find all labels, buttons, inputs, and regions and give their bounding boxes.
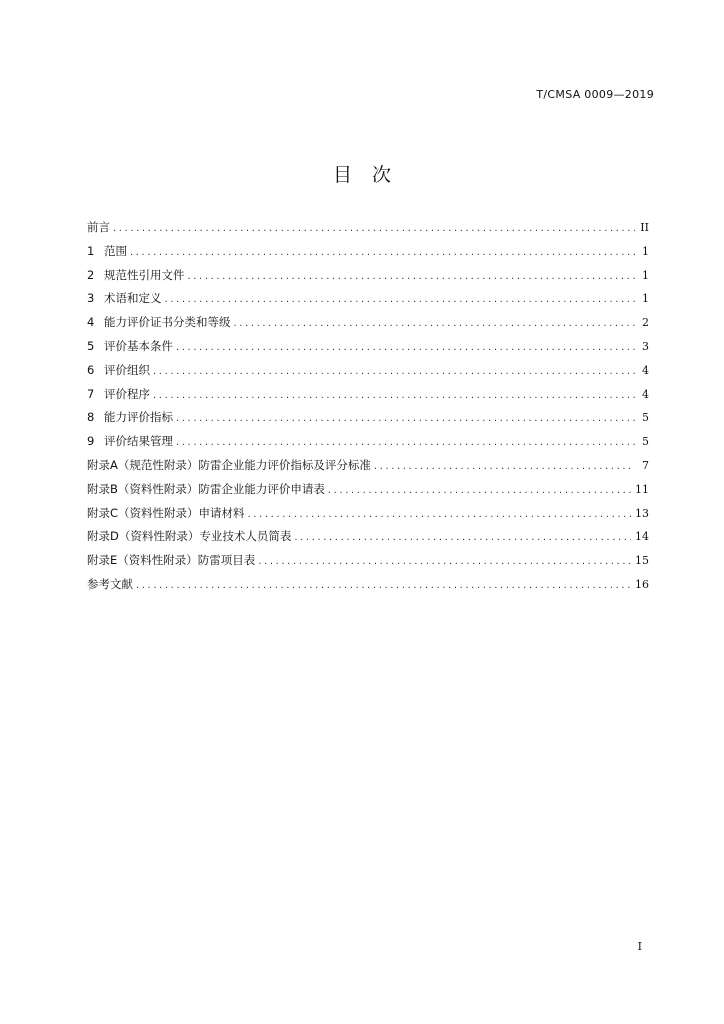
toc-item-label: 评价程序 [104, 386, 150, 401]
toc-item-page: 14 [635, 530, 649, 544]
toc-item-label: 前言 [87, 220, 110, 234]
page-number: I [637, 940, 642, 953]
toc-item-label: 能力评价证书分类和等级 [104, 315, 231, 330]
toc-leader-dots [153, 363, 635, 381]
toc-item-appendix-e[interactable] [87, 551, 649, 575]
toc-item-8[interactable] [87, 408, 649, 432]
toc-leader-dots [176, 339, 635, 357]
toc-item-2[interactable] [87, 266, 649, 290]
toc-item-number: 8 [87, 410, 95, 425]
toc-item-3[interactable] [87, 289, 649, 313]
toc-item-label: 范围 [104, 243, 127, 258]
toc-item-page: 11 [635, 482, 649, 496]
toc-leader-dots [165, 291, 636, 309]
toc-item-page: 4 [642, 387, 649, 401]
toc-leader-dots [188, 268, 636, 286]
toc-leader-dots [176, 434, 635, 452]
toc-leader-dots [153, 387, 635, 405]
toc-item-label: 术语和定义 [104, 291, 162, 306]
toc-item-page: 7 [642, 458, 649, 472]
toc-item-appendix-d[interactable] [87, 527, 649, 551]
toc-item-label: 规范性引用文件 [104, 267, 185, 282]
toc-item-page: 5 [642, 435, 649, 449]
toc-item-5[interactable] [87, 337, 649, 361]
toc-item-page: 16 [635, 577, 649, 591]
toc-item-1[interactable] [87, 242, 649, 266]
toc-item-appendix-c[interactable] [87, 504, 649, 528]
toc-item-page: 5 [642, 411, 649, 425]
table-of-contents [87, 218, 649, 599]
toc-item-label: 附录A（规范性附录）防雷企业能力评价指标及评分标准 [87, 457, 371, 472]
toc-leader-dots [234, 315, 636, 333]
toc-item-page: 15 [635, 554, 649, 568]
toc-item-6[interactable] [87, 361, 649, 385]
toc-item-label: 评价组织 [104, 362, 150, 377]
toc-item-7[interactable] [87, 385, 649, 409]
toc-item-number: 5 [87, 338, 95, 353]
toc-item-foreword[interactable] [87, 218, 649, 242]
toc-item-number: 1 [87, 243, 95, 258]
document-code: T/CMSA 0009—2019 [536, 88, 654, 101]
toc-item-label: 能力评价指标 [104, 410, 173, 425]
toc-item-label: 评价结果管理 [104, 434, 173, 449]
toc-item-number: 6 [87, 362, 95, 377]
toc-item-number: 2 [87, 267, 95, 282]
toc-leader-dots [113, 220, 635, 238]
toc-item-number: 3 [87, 291, 95, 306]
toc-item-number: 7 [87, 386, 95, 401]
toc-item-label: 附录C（资料性附录）申请材料 [87, 505, 245, 520]
toc-item-page: 1 [642, 244, 649, 258]
toc-leader-dots [248, 506, 631, 524]
toc-item-appendix-a[interactable] [87, 456, 649, 480]
toc-leader-dots [328, 482, 631, 500]
toc-item-label: 附录B（资料性附录）防雷企业能力评价申请表 [87, 481, 325, 496]
toc-item-page: 1 [642, 268, 649, 282]
page-title: 目次 [332, 164, 411, 186]
toc-leader-dots [136, 577, 631, 595]
toc-item-page: 4 [642, 363, 649, 377]
toc-item-number: 4 [87, 315, 95, 330]
toc-leader-dots [176, 410, 635, 428]
toc-item-appendix-b[interactable] [87, 480, 649, 504]
toc-item-label: 评价基本条件 [104, 338, 173, 353]
toc-item-page: 1 [642, 292, 649, 306]
toc-item-4[interactable] [87, 313, 649, 337]
toc-item-references[interactable] [87, 575, 649, 599]
toc-leader-dots [374, 458, 635, 476]
toc-item-9[interactable] [87, 432, 649, 456]
toc-item-page: 13 [635, 506, 649, 520]
toc-item-page: II [640, 221, 649, 234]
toc-item-number: 9 [87, 434, 95, 449]
toc-leader-dots [258, 553, 631, 571]
toc-item-label: 附录E（资料性附录）防雷项目表 [87, 553, 256, 568]
toc-item-label: 附录D（资料性附录）专业技术人员简表 [87, 529, 292, 544]
toc-leader-dots [130, 244, 635, 262]
toc-item-page: 3 [642, 339, 649, 353]
toc-leader-dots [294, 529, 631, 547]
toc-item-label: 参考文献 [87, 576, 133, 591]
toc-item-page: 2 [642, 316, 649, 330]
